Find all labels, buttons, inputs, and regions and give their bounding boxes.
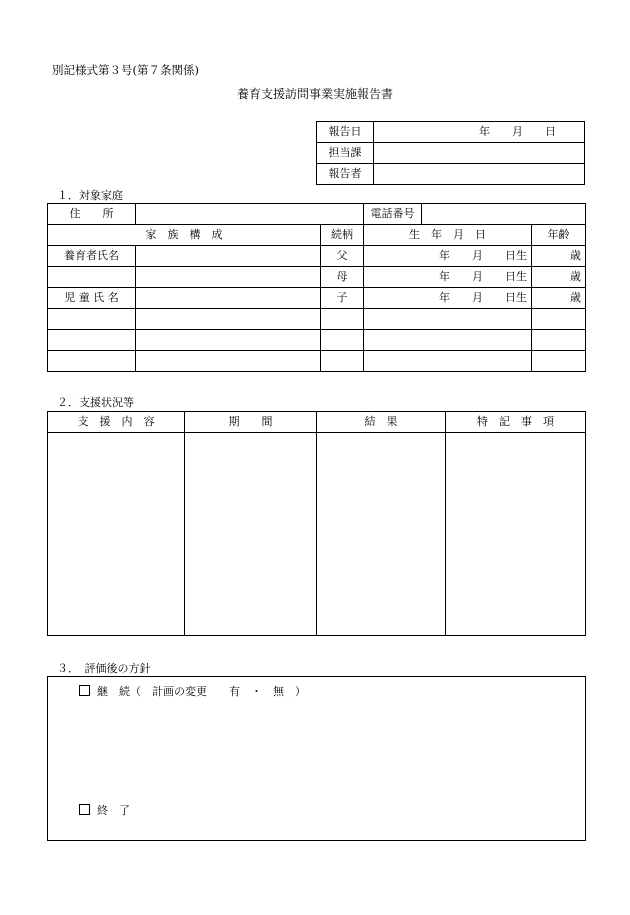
report-date-field[interactable]: 年 月 日 xyxy=(374,122,585,143)
family-row xyxy=(48,246,586,267)
family-name-label: 養育者氏名 xyxy=(48,246,136,267)
family-age[interactable] xyxy=(532,309,586,330)
family-birthdate[interactable]: 年 月 日生 xyxy=(364,288,532,309)
continue-label: 継 続（ 計画の変更 有 ・ 無 ） xyxy=(97,685,306,698)
family-age[interactable] xyxy=(532,330,586,351)
department-label: 担当課 xyxy=(317,143,374,164)
relation-header: 続柄 xyxy=(321,225,364,246)
family-name-label xyxy=(48,309,136,330)
family-row xyxy=(48,330,586,351)
result-header: 結 果 xyxy=(317,412,446,433)
policy-box xyxy=(47,676,586,841)
family-age[interactable] xyxy=(532,351,586,372)
support-status-table xyxy=(47,411,586,636)
end-label: 終 了 xyxy=(97,804,130,817)
family-birthdate[interactable] xyxy=(364,351,532,372)
form-reference: 別記様式第３号(第７条関係) xyxy=(52,63,199,77)
family-name-field[interactable] xyxy=(136,351,321,372)
report-info-table xyxy=(316,121,585,185)
family-birthdate[interactable] xyxy=(364,330,532,351)
family-relation xyxy=(321,351,364,372)
family-name-label: 児 童 氏 名 xyxy=(48,288,136,309)
family-relation: 母 xyxy=(321,267,364,288)
family-relation: 子 xyxy=(321,288,364,309)
section1-heading: １．対象家庭 xyxy=(57,189,123,202)
family-birthdate[interactable]: 年 月 日生 xyxy=(364,246,532,267)
page-title: 養育支援訪問事業実施報告書 xyxy=(236,87,393,101)
continue-option[interactable] xyxy=(79,683,306,699)
family-table xyxy=(47,224,586,372)
family-name-label xyxy=(48,330,136,351)
family-age[interactable]: 歳 xyxy=(532,288,586,309)
age-header: 年齢 xyxy=(532,225,586,246)
family-relation xyxy=(321,330,364,351)
department-field[interactable] xyxy=(374,143,585,164)
phone-label: 電話番号 xyxy=(364,204,422,225)
family-composition-header: 家 族 構 成 xyxy=(48,225,321,246)
family-relation xyxy=(321,309,364,330)
report-date-label: 報告日 xyxy=(317,122,374,143)
address-field[interactable] xyxy=(136,204,364,225)
address-label: 住 所 xyxy=(48,204,136,225)
phone-field[interactable] xyxy=(422,204,586,225)
family-name-field[interactable] xyxy=(136,309,321,330)
family-row xyxy=(48,267,586,288)
family-name-label xyxy=(48,267,136,288)
section2-heading: ２．支援状況等 xyxy=(57,396,134,409)
family-birthdate[interactable] xyxy=(364,309,532,330)
family-row xyxy=(48,288,586,309)
family-relation: 父 xyxy=(321,246,364,267)
period-header: 期 間 xyxy=(185,412,317,433)
remarks-header: 特 記 事 項 xyxy=(446,412,586,433)
family-name-field[interactable] xyxy=(136,246,321,267)
checkbox-icon[interactable] xyxy=(79,685,90,696)
reporter-field[interactable] xyxy=(374,164,585,185)
support-content-field[interactable] xyxy=(48,433,185,636)
result-field[interactable] xyxy=(317,433,446,636)
end-option[interactable] xyxy=(79,802,130,818)
family-name-label xyxy=(48,351,136,372)
family-name-field[interactable] xyxy=(136,267,321,288)
family-row xyxy=(48,351,586,372)
family-name-field[interactable] xyxy=(136,288,321,309)
family-age[interactable]: 歳 xyxy=(532,246,586,267)
support-content-header: 支 援 内 容 xyxy=(48,412,185,433)
section3-heading: ３． 評価後の方針 xyxy=(57,662,151,675)
family-row xyxy=(48,309,586,330)
family-name-field[interactable] xyxy=(136,330,321,351)
reporter-label: 報告者 xyxy=(317,164,374,185)
family-age[interactable]: 歳 xyxy=(532,267,586,288)
address-table xyxy=(47,203,586,225)
family-birthdate[interactable]: 年 月 日生 xyxy=(364,267,532,288)
period-field[interactable] xyxy=(185,433,317,636)
remarks-field[interactable] xyxy=(446,433,586,636)
checkbox-icon[interactable] xyxy=(79,804,90,815)
birthdate-header: 生 年 月 日 xyxy=(364,225,532,246)
